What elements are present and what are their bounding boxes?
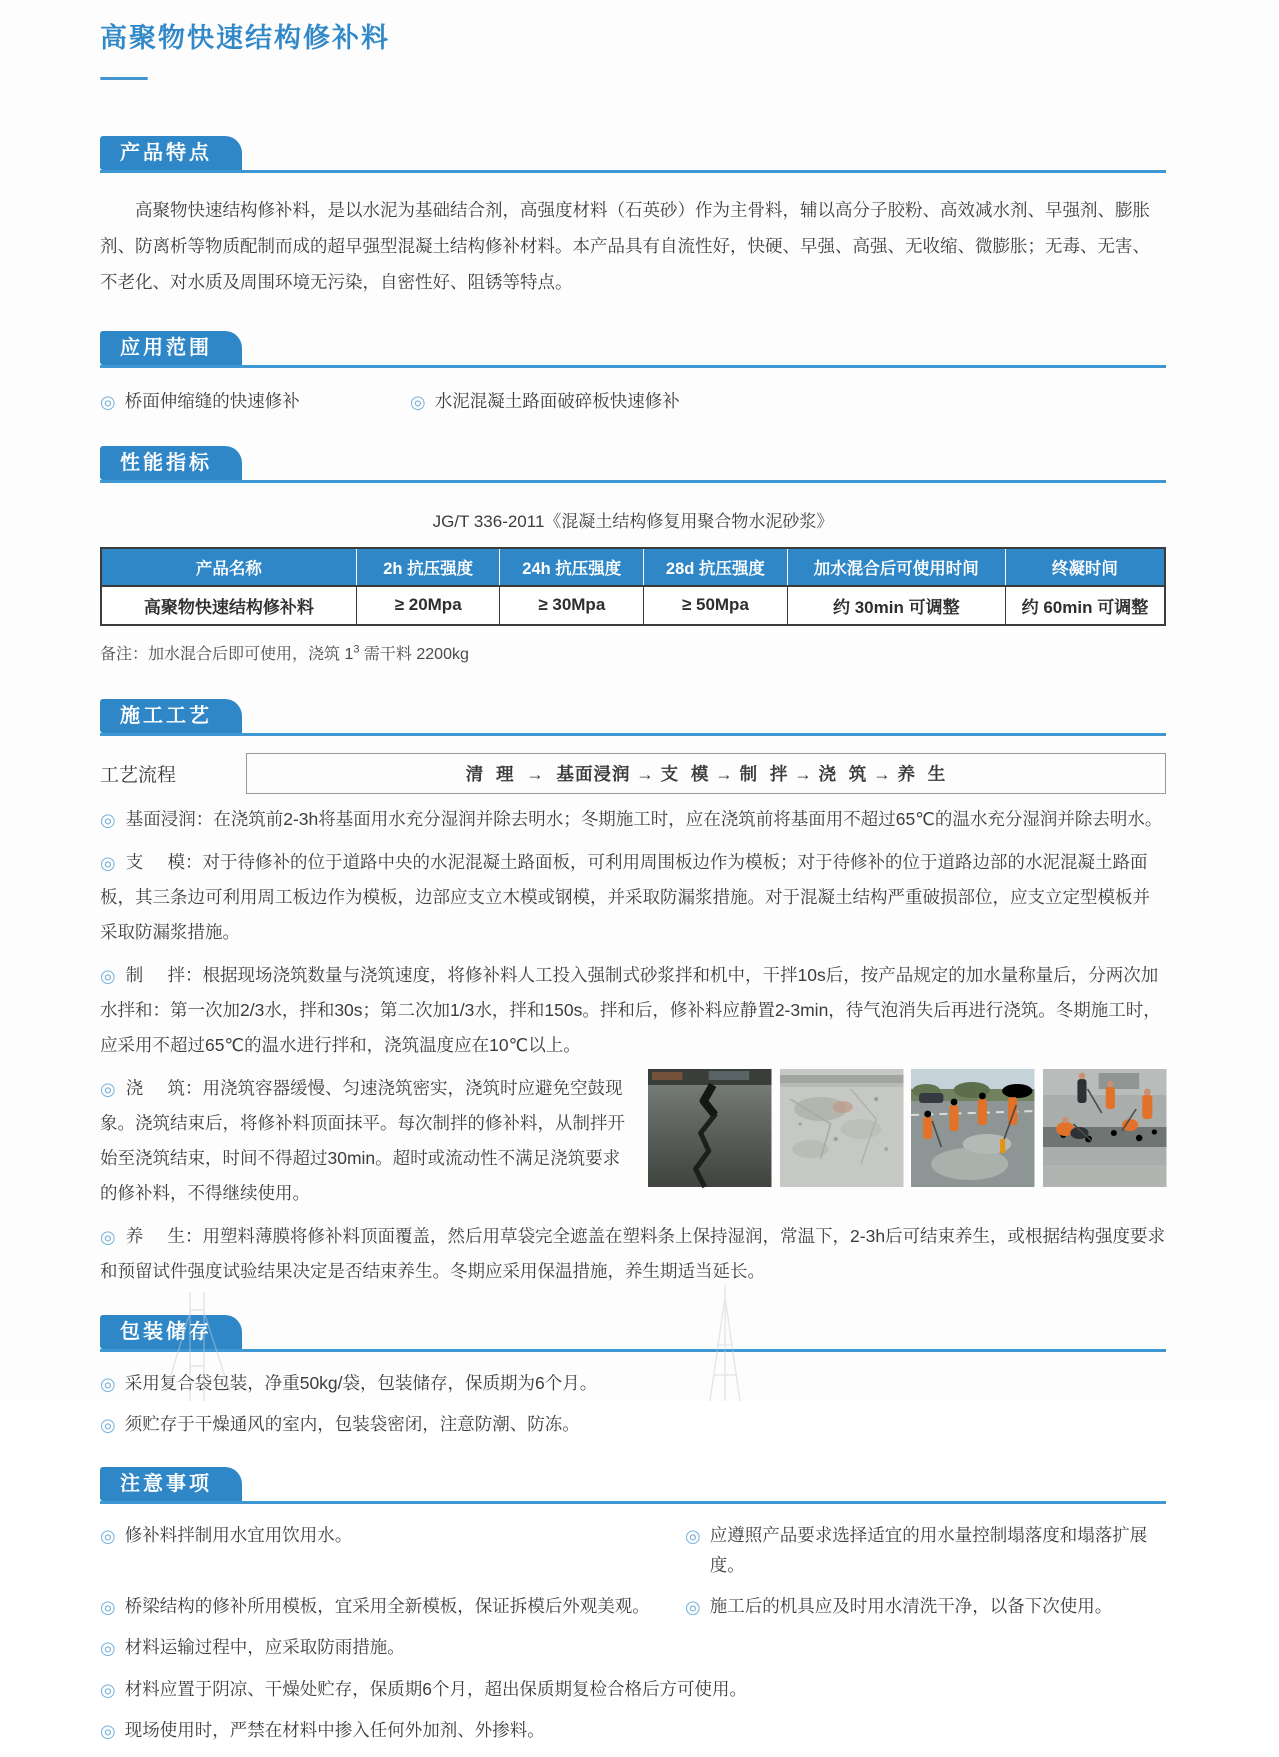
packaging-item <box>100 1368 1166 1400</box>
title-underline <box>100 77 148 80</box>
bullseye-icon: ◎ <box>100 1078 116 1099</box>
note-item <box>100 1591 685 1623</box>
section-header-notes <box>100 1467 1166 1504</box>
page-content <box>100 0 1166 1757</box>
notes-row <box>100 1674 1166 1716</box>
table-cell: 高聚物快速结构修补料 <box>101 586 356 625</box>
construction-tab-label: 施工工艺 <box>100 699 242 733</box>
bullseye-icon: ◎ <box>100 1226 116 1247</box>
section-header-application <box>100 331 1166 368</box>
standard-reference: JG/T 336-2011《混凝土结构修复用聚合物水泥砂浆》 <box>432 511 834 531</box>
section-header-packaging <box>100 1315 1166 1352</box>
concrete-patch-crew-photo <box>1043 1069 1167 1187</box>
site-photo-strip <box>648 1069 1166 1187</box>
notes-list <box>100 1520 1166 1757</box>
table-cell: 约 60min 可调整 <box>1005 586 1165 625</box>
bridge-sketch-watermark <box>160 1292 240 1401</box>
table-header-cell: 终凝时间 <box>1005 548 1165 586</box>
application-tab-label: 应用范围 <box>100 331 242 365</box>
construction-step <box>100 957 1166 1063</box>
section-header-features <box>100 136 1166 173</box>
table-cell: 约 30min 可调整 <box>787 586 1005 625</box>
page-title: 高聚物快速结构修补料 <box>100 23 390 53</box>
bullseye-icon: ◎ <box>100 1525 116 1546</box>
note-text: 材料运输过程中，应采取防雨措施。 <box>124 1637 405 1658</box>
step-text: 基面浸润：在浇筑前2-3h将基面用水充分湿润并除去明水；冬期施工时，应在浇筑前将基面用不超过65℃的温水充分湿润并除去明水。 <box>125 808 1163 829</box>
packaging-item-text: 须贮存于干燥通风的室内，包装袋密闭，注意防潮、防冻。 <box>124 1414 580 1435</box>
bullseye-icon: ◎ <box>100 965 116 986</box>
note-item <box>100 1715 545 1747</box>
packaging-tab-label: 包装储存 <box>100 1315 242 1349</box>
note-text: 材料应置于阴凉、干燥处贮存，保质期6个月，超出保质期复检合格后方可使用。 <box>124 1678 747 1699</box>
table-cell: ≥ 50Mpa <box>644 586 788 625</box>
bullseye-icon: ◎ <box>685 1525 701 1546</box>
table-header-row <box>101 548 1165 586</box>
table-remark <box>100 641 1166 664</box>
remark-text: 备注：加水混合后即可使用，浇筑 1 <box>100 645 354 663</box>
notes-row <box>100 1591 1166 1633</box>
note-item <box>100 1520 685 1581</box>
bullseye-icon: ◎ <box>100 391 116 412</box>
step-text: 制 拌：根据现场浇筑数量与浇筑速度，将修补料人工投入强制式砂浆拌和机中，干拌10s后，按产品规定的加水量称量后，分两次加水拌和：第一次加2/3水，拌和30s；第二次加1/3水，拌和150s。拌和后，修补料应静置2-3min，待气泡消失后再进行浇筑。冬期施工时，应采用不超过65℃的温水进行拌和，浇筑温度应在10℃以上。 <box>100 964 1161 1055</box>
table-header-cell: 加水混合后可使用时间 <box>787 548 1005 586</box>
table-header-cell: 24h 抗压强度 <box>500 548 644 586</box>
note-item <box>685 1591 1166 1623</box>
application-item <box>100 388 410 413</box>
bullseye-icon: ◎ <box>100 809 116 830</box>
note-text: 应遵照产品要求选择适宜的用水量控制塌落度和塌落扩展度。 <box>709 1524 1148 1576</box>
table-header-cell: 2h 抗压强度 <box>356 548 500 586</box>
packaging-list <box>100 1368 1166 1441</box>
note-text: 桥梁结构的修补所用模板，宜采用全新模板，保证拆模后外观美观。 <box>124 1595 650 1616</box>
note-text: 现场使用时，严禁在材料中掺入任何外加剂、外掺料。 <box>124 1720 545 1741</box>
construction-step <box>100 844 1166 950</box>
notes-row <box>100 1632 1166 1674</box>
construction-step <box>100 801 1166 837</box>
bullseye-icon: ◎ <box>100 1415 116 1436</box>
remark-text: 需干料 2200kg <box>359 645 469 663</box>
packaging-item-text: 采用复合袋包装，净重50kg/袋，包装储存，保质期为6个月。 <box>124 1372 598 1393</box>
bullseye-icon: ◎ <box>100 852 116 873</box>
process-flow-box: 清 理 → 基面浸润 → 支 模 → 制 拌 → 浇 筑 → 养 生 <box>246 753 1166 794</box>
note-text: 施工后的机具应及时用水清洗干净，以备下次使用。 <box>709 1595 1113 1616</box>
application-item-label: 桥面伸缩缝的快速修补 <box>124 390 300 411</box>
spalled-concrete-photo <box>780 1069 904 1187</box>
table-header-cell: 产品名称 <box>101 548 356 586</box>
bullseye-icon: ◎ <box>685 1596 701 1617</box>
performance-table <box>100 547 1166 626</box>
note-item <box>100 1632 405 1664</box>
step-text: 支 模：对于待修补的位于道路中央的水泥混凝土路面板，可利用周围板边作为模板；对于待修补的位于道路边部的水泥混凝土路面板，其三条边可利用周工板边作为模板，边部应支立木模或钢模，并采取防漏浆措施。对于混凝土结构严重破损部位，应支立定型模板并采取防漏浆措施。 <box>100 851 1150 942</box>
bullseye-icon: ◎ <box>100 1373 116 1394</box>
bullseye-icon: ◎ <box>100 1721 116 1742</box>
bullseye-icon: ◎ <box>410 391 426 412</box>
section-header-construction <box>100 699 1166 736</box>
construction-step <box>100 1218 1166 1289</box>
application-item <box>410 388 680 413</box>
notes-tab-label: 注意事项 <box>100 1467 242 1501</box>
road-repair-crew-photo <box>911 1069 1035 1187</box>
table-cell: ≥ 20Mpa <box>356 586 500 625</box>
table-header-cell: 28d 抗压强度 <box>644 548 788 586</box>
table-data-row <box>101 586 1165 625</box>
step-text: 浇 筑：用浇筑容器缓慢、匀速浇筑密实，浇筑时应避免空鼓现象。浇筑结束后，将修补料顶面抹平。每次制拌的修补料，从制拌开始至浇筑结束，时间不得超过30min。超时或流动性不满足浇筑要求的修补料，不得继续使用。 <box>100 1077 625 1203</box>
performance-tab-label: 性能指标 <box>100 446 242 480</box>
remark-superscript: 3 <box>353 643 360 656</box>
features-paragraph: 高聚物快速结构修补料，是以水泥为基础结合剂，高强度材料（石英砂）作为主骨料，辅以高分子胶粉、高效减水剂、早强剂、膨胀剂、防离析等物质配制而成的超早强型混凝土结构修补材料。本产品具有自流性好，快硬、早强、高强、无收缩、微膨胀；无毒、无害、不老化、对水质及周围环境无污染，自密性好、阻锈等特点。 <box>100 200 1150 292</box>
notes-row <box>100 1520 1166 1591</box>
note-item <box>685 1520 1166 1581</box>
section-header-performance <box>100 446 1166 483</box>
features-tab-label: 产品特点 <box>100 136 242 170</box>
bullseye-icon: ◎ <box>100 1679 116 1700</box>
application-item-label: 水泥混凝土路面破碎板快速修补 <box>434 390 680 411</box>
cracked-pavement-photo <box>648 1069 772 1187</box>
bullseye-icon: ◎ <box>100 1638 116 1659</box>
note-text: 修补料拌制用水宜用饮用水。 <box>124 1524 353 1545</box>
packaging-item <box>100 1409 1166 1441</box>
process-flow-label: 工艺流程 <box>100 764 177 786</box>
table-cell: ≥ 30Mpa <box>500 586 644 625</box>
notes-row <box>100 1715 1166 1757</box>
tower-sketch-watermark <box>690 1285 760 1401</box>
step-text: 养 生：用塑料薄膜将修补料顶面覆盖，然后用草袋完全遮盖在塑料条上保持湿润，常温下，2-3h后可结束养生，或根据结构强度要求和预留试件强度试验结果决定是否结束养生。冬期应采用保温措施，养生期适当延长。 <box>100 1225 1166 1281</box>
process-flow <box>100 753 1166 794</box>
note-item <box>100 1674 747 1706</box>
application-list <box>100 388 1166 413</box>
bullseye-icon: ◎ <box>100 1596 116 1617</box>
